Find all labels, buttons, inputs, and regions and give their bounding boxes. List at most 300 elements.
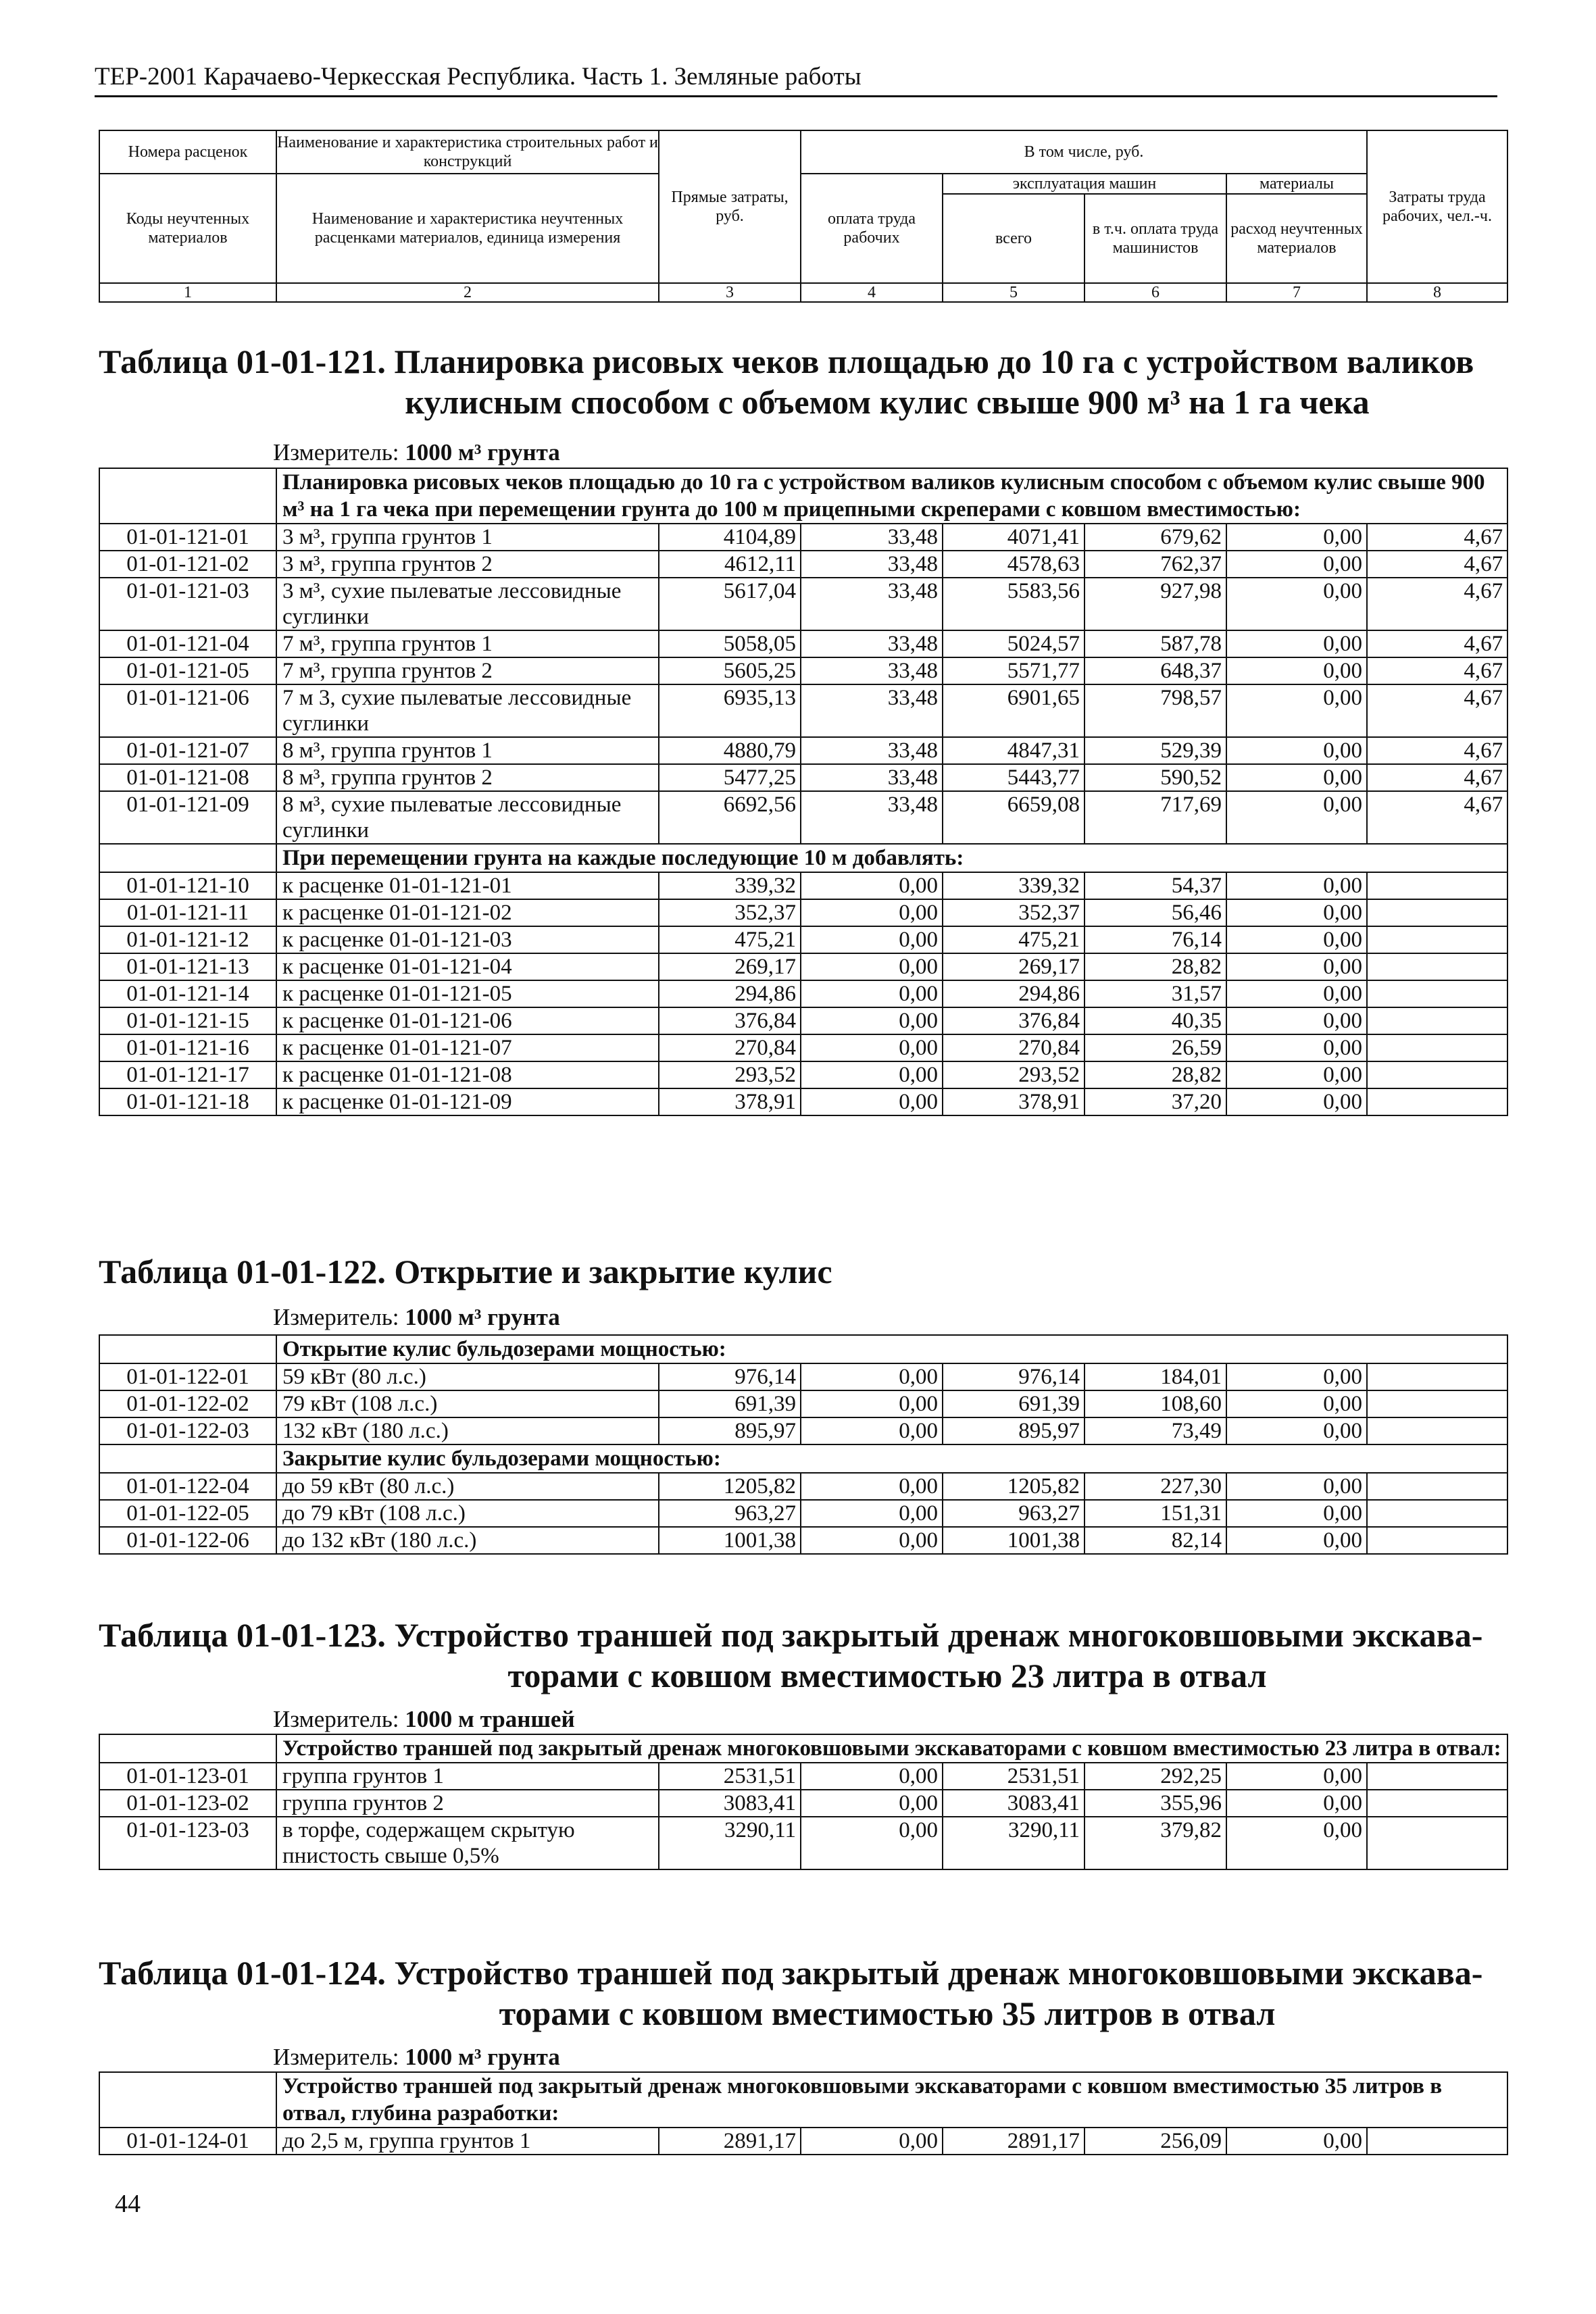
section-heading: Устройство траншей под закрытый дренаж многоковшовыми экскаваторами с ковшом вместимостью 23 литра в отвал: xyxy=(276,1734,1507,1763)
rate-code: 01-01-121-06 xyxy=(99,684,276,737)
col-number: 4 xyxy=(801,283,943,302)
rate-code: 01-01-121-16 xyxy=(99,1034,276,1061)
work-name: к расценке 01-01-121-07 xyxy=(276,1034,659,1061)
machines-pay: 529,39 xyxy=(1084,737,1226,764)
materials-cost: 0,00 xyxy=(1226,657,1367,684)
rate-code: 01-01-121-07 xyxy=(99,737,276,764)
labor-hours xyxy=(1367,1363,1507,1390)
work-name: до 79 кВт (108 л.с.) xyxy=(276,1500,659,1527)
rate-code: 01-01-123-02 xyxy=(99,1790,276,1817)
unit-value: 1000 м³ грунта xyxy=(405,1304,560,1330)
machines-pay: 355,96 xyxy=(1084,1790,1226,1817)
materials-cost: 0,00 xyxy=(1226,872,1367,899)
machines-total: 5024,57 xyxy=(943,630,1084,657)
work-name: 8 м³, группа грунтов 1 xyxy=(276,737,659,764)
machines-pay: 108,60 xyxy=(1084,1390,1226,1417)
section-blank-cell xyxy=(99,2072,276,2128)
labor-hours xyxy=(1367,2128,1507,2155)
machines-pay: 40,35 xyxy=(1084,1007,1226,1034)
labor-hours: 4,67 xyxy=(1367,551,1507,578)
materials-cost: 0,00 xyxy=(1226,1088,1367,1115)
work-name: к расценке 01-01-121-06 xyxy=(276,1007,659,1034)
labor-hours xyxy=(1367,1390,1507,1417)
work-name: 79 кВт (108 л.с.) xyxy=(276,1390,659,1417)
work-name: к расценке 01-01-121-04 xyxy=(276,953,659,980)
table-row xyxy=(99,1763,1507,1790)
table-row xyxy=(99,578,1507,630)
section-heading: Планировка рисовых чеков площадью до 10 га с устройством валиков кулисным способом с объемом кулис свыше 900 м³ на 1 га чека при перемещении грунта до 100 м прицепными скреперами с ковшом вместимостью: xyxy=(276,468,1507,524)
work-name: к расценке 01-01-121-05 xyxy=(276,980,659,1007)
labor-hours: 4,67 xyxy=(1367,764,1507,791)
col-materials-sub: расход неучтенных материалов xyxy=(1226,194,1367,283)
labor-pay: 0,00 xyxy=(801,1527,943,1554)
labor-hours xyxy=(1367,1417,1507,1444)
section-heading-row xyxy=(99,468,1507,524)
machines-pay: 26,59 xyxy=(1084,1034,1226,1061)
direct-cost: 4612,11 xyxy=(659,551,801,578)
labor-hours xyxy=(1367,1061,1507,1088)
table-row xyxy=(99,630,1507,657)
work-name: к расценке 01-01-121-02 xyxy=(276,899,659,926)
rate-code: 01-01-121-10 xyxy=(99,872,276,899)
table-title xyxy=(99,341,1507,422)
materials-cost: 0,00 xyxy=(1226,980,1367,1007)
work-name: к расценке 01-01-121-09 xyxy=(276,1088,659,1115)
materials-cost: 0,00 xyxy=(1226,1390,1367,1417)
machines-pay: 28,82 xyxy=(1084,1061,1226,1088)
direct-cost: 5058,05 xyxy=(659,630,801,657)
table-row xyxy=(99,737,1507,764)
labor-hours xyxy=(1367,953,1507,980)
table-title-line2: торами с ковшом вместимостью 35 литров в отвал xyxy=(499,1994,1276,2032)
col-number: 5 xyxy=(943,283,1084,302)
machines-total: 376,84 xyxy=(943,1007,1084,1034)
direct-cost: 963,27 xyxy=(659,1500,801,1527)
direct-cost: 976,14 xyxy=(659,1363,801,1390)
direct-cost: 1205,82 xyxy=(659,1473,801,1500)
materials-cost: 0,00 xyxy=(1226,926,1367,953)
machines-pay: 28,82 xyxy=(1084,953,1226,980)
machines-total: 4578,63 xyxy=(943,551,1084,578)
labor-hours xyxy=(1367,1034,1507,1061)
table-title-line1: Таблица 01-01-122. Открытие и закрытие кулис xyxy=(99,1253,832,1290)
machines-pay: 648,37 xyxy=(1084,657,1226,684)
labor-pay: 33,48 xyxy=(801,578,943,630)
direct-cost: 293,52 xyxy=(659,1061,801,1088)
machines-pay: 798,57 xyxy=(1084,684,1226,737)
rate-code: 01-01-121-17 xyxy=(99,1061,276,1088)
direct-cost: 4104,89 xyxy=(659,524,801,551)
machines-pay: 379,82 xyxy=(1084,1817,1226,1869)
machines-pay: 73,49 xyxy=(1084,1417,1226,1444)
unit-value: 1000 м траншей xyxy=(405,1706,575,1732)
table-row xyxy=(99,2128,1507,2155)
direct-cost: 270,84 xyxy=(659,1034,801,1061)
materials-cost: 0,00 xyxy=(1226,1363,1367,1390)
labor-hours xyxy=(1367,1817,1507,1869)
materials-cost: 0,00 xyxy=(1226,1473,1367,1500)
rate-code: 01-01-121-09 xyxy=(99,791,276,844)
machines-pay: 76,14 xyxy=(1084,926,1226,953)
materials-cost: 0,00 xyxy=(1226,551,1367,578)
machines-pay: 256,09 xyxy=(1084,2128,1226,2155)
materials-cost: 0,00 xyxy=(1226,1061,1367,1088)
work-name: 59 кВт (80 л.с.) xyxy=(276,1363,659,1390)
table-title xyxy=(99,1953,1507,2034)
machines-total: 5583,56 xyxy=(943,578,1084,630)
machines-total: 963,27 xyxy=(943,1500,1084,1527)
materials-cost: 0,00 xyxy=(1226,737,1367,764)
machines-total: 352,37 xyxy=(943,899,1084,926)
table-row xyxy=(99,953,1507,980)
rate-code: 01-01-122-03 xyxy=(99,1417,276,1444)
work-name: 7 м³, группа грунтов 1 xyxy=(276,630,659,657)
col-number: 8 xyxy=(1367,283,1507,302)
labor-hours xyxy=(1367,1790,1507,1817)
machines-pay: 587,78 xyxy=(1084,630,1226,657)
machines-pay: 37,20 xyxy=(1084,1088,1226,1115)
materials-cost: 0,00 xyxy=(1226,953,1367,980)
machines-total: 3083,41 xyxy=(943,1790,1084,1817)
col-machines-pay: в т.ч. оплата труда машинистов xyxy=(1084,194,1226,283)
work-name: 3 м³, сухие пылеватые лессовидные суглинки xyxy=(276,578,659,630)
direct-cost: 895,97 xyxy=(659,1417,801,1444)
direct-cost: 6692,56 xyxy=(659,791,801,844)
labor-hours xyxy=(1367,1088,1507,1115)
rates-table xyxy=(99,468,1508,1116)
work-name: 7 м 3, сухие пылеватые лессовидные суглинки xyxy=(276,684,659,737)
machines-total: 475,21 xyxy=(943,926,1084,953)
work-name: 132 кВт (180 л.с.) xyxy=(276,1417,659,1444)
table-row xyxy=(99,1390,1507,1417)
table-row xyxy=(99,1500,1507,1527)
page-number: 44 xyxy=(115,2190,141,2218)
machines-pay: 927,98 xyxy=(1084,578,1226,630)
rate-code: 01-01-122-01 xyxy=(99,1363,276,1390)
direct-cost: 4880,79 xyxy=(659,737,801,764)
direct-cost: 378,91 xyxy=(659,1088,801,1115)
section-heading-row xyxy=(99,1444,1507,1473)
labor-pay: 33,48 xyxy=(801,551,943,578)
direct-cost: 6935,13 xyxy=(659,684,801,737)
rate-code: 01-01-124-01 xyxy=(99,2128,276,2155)
machines-total: 2891,17 xyxy=(943,2128,1084,2155)
machines-total: 269,17 xyxy=(943,953,1084,980)
machines-total: 1205,82 xyxy=(943,1473,1084,1500)
rate-code: 01-01-122-06 xyxy=(99,1527,276,1554)
col-machines: эксплуатация машин xyxy=(943,174,1226,194)
rate-code: 01-01-121-14 xyxy=(99,980,276,1007)
col-number: 7 xyxy=(1226,283,1367,302)
section-blank-cell xyxy=(99,844,276,872)
direct-cost: 339,32 xyxy=(659,872,801,899)
section-heading: Устройство траншей под закрытый дренаж многоковшовыми экскаваторами с ковшом вместимостью 35 литров в отвал, глубина разработки: xyxy=(276,2072,1507,2128)
table-row xyxy=(99,684,1507,737)
section-blank-cell xyxy=(99,1444,276,1473)
col-materials: материалы xyxy=(1226,174,1367,194)
col-number: 3 xyxy=(659,283,801,302)
unit-value: 1000 м³ грунта xyxy=(405,439,560,466)
machines-total: 378,91 xyxy=(943,1088,1084,1115)
table-row xyxy=(99,764,1507,791)
direct-cost: 352,37 xyxy=(659,899,801,926)
labor-hours xyxy=(1367,1473,1507,1500)
labor-pay: 0,00 xyxy=(801,1088,943,1115)
machines-total: 294,86 xyxy=(943,980,1084,1007)
labor-pay: 0,00 xyxy=(801,1417,943,1444)
rate-code: 01-01-121-18 xyxy=(99,1088,276,1115)
direct-cost: 3083,41 xyxy=(659,1790,801,1817)
machines-total: 6659,08 xyxy=(943,791,1084,844)
materials-cost: 0,00 xyxy=(1226,1790,1367,1817)
rate-code: 01-01-122-02 xyxy=(99,1390,276,1417)
direct-cost: 5477,25 xyxy=(659,764,801,791)
materials-cost: 0,00 xyxy=(1226,899,1367,926)
machines-total: 691,39 xyxy=(943,1390,1084,1417)
labor-hours xyxy=(1367,872,1507,899)
labor-pay: 33,48 xyxy=(801,630,943,657)
machines-pay: 54,37 xyxy=(1084,872,1226,899)
direct-cost: 5617,04 xyxy=(659,578,801,630)
direct-cost: 3290,11 xyxy=(659,1817,801,1869)
table-title-line1: Таблица 01-01-123. Устройство траншей под закрытый дренаж многоковшовыми экскава- xyxy=(99,1616,1483,1654)
rate-code: 01-01-121-11 xyxy=(99,899,276,926)
machines-total: 976,14 xyxy=(943,1363,1084,1390)
table-row xyxy=(99,926,1507,953)
machines-total: 2531,51 xyxy=(943,1763,1084,1790)
table-title-line1: Таблица 01-01-121. Планировка рисовых чеков площадью до 10 га с устройством валиков xyxy=(99,343,1474,380)
col-number: 2 xyxy=(276,283,659,302)
col-code-top: Номера расценок xyxy=(99,130,276,174)
machines-total: 6901,65 xyxy=(943,684,1084,737)
section-blank-cell xyxy=(99,468,276,524)
unit-line: Измеритель: 1000 м³ грунта xyxy=(273,2044,560,2070)
materials-cost: 0,00 xyxy=(1226,684,1367,737)
materials-cost: 0,00 xyxy=(1226,1763,1367,1790)
col-machines-total: всего xyxy=(943,194,1084,283)
direct-cost: 2891,17 xyxy=(659,2128,801,2155)
section-heading: Открытие кулис бульдозерами мощностью: xyxy=(276,1335,1507,1363)
labor-pay: 0,00 xyxy=(801,1034,943,1061)
machines-pay: 292,25 xyxy=(1084,1763,1226,1790)
work-name: 8 м³, сухие пылеватые лессовидные суглинки xyxy=(276,791,659,844)
labor-pay: 0,00 xyxy=(801,872,943,899)
section-heading-row xyxy=(99,1734,1507,1763)
labor-hours: 4,67 xyxy=(1367,578,1507,630)
machines-pay: 151,31 xyxy=(1084,1500,1226,1527)
direct-cost: 1001,38 xyxy=(659,1527,801,1554)
rate-code: 01-01-121-08 xyxy=(99,764,276,791)
labor-hours xyxy=(1367,1500,1507,1527)
materials-cost: 0,00 xyxy=(1226,2128,1367,2155)
work-name: к расценке 01-01-121-08 xyxy=(276,1061,659,1088)
table-row xyxy=(99,1061,1507,1088)
materials-cost: 0,00 xyxy=(1226,1527,1367,1554)
labor-pay: 33,48 xyxy=(801,791,943,844)
col-name-bottom: Наименование и характеристика неучтенных расценками материалов, единица измерения xyxy=(276,174,659,283)
materials-cost: 0,00 xyxy=(1226,1034,1367,1061)
table-row xyxy=(99,657,1507,684)
direct-cost: 376,84 xyxy=(659,1007,801,1034)
section-heading-row xyxy=(99,1335,1507,1363)
materials-cost: 0,00 xyxy=(1226,1817,1367,1869)
rate-code: 01-01-123-03 xyxy=(99,1817,276,1869)
machines-pay: 717,69 xyxy=(1084,791,1226,844)
rates-table xyxy=(99,2071,1508,2155)
machines-pay: 762,37 xyxy=(1084,551,1226,578)
work-name: группа грунтов 1 xyxy=(276,1763,659,1790)
labor-hours: 4,67 xyxy=(1367,524,1507,551)
materials-cost: 0,00 xyxy=(1226,791,1367,844)
table-row xyxy=(99,1363,1507,1390)
rate-code: 01-01-123-01 xyxy=(99,1763,276,1790)
rates-table xyxy=(99,1334,1508,1555)
table-title-line1: Таблица 01-01-124. Устройство траншей под закрытый дренаж многоковшовыми экскава- xyxy=(99,1954,1483,1992)
labor-pay: 0,00 xyxy=(801,926,943,953)
direct-cost: 269,17 xyxy=(659,953,801,980)
machines-pay: 679,62 xyxy=(1084,524,1226,551)
col-name-top: Наименование и характеристика строительных работ и конструкций xyxy=(276,130,659,174)
labor-pay: 0,00 xyxy=(801,1790,943,1817)
col-incl: В том числе, руб. xyxy=(801,130,1367,174)
labor-pay: 0,00 xyxy=(801,1817,943,1869)
materials-cost: 0,00 xyxy=(1226,630,1367,657)
unit-line: Измеритель: 1000 м³ грунта xyxy=(273,439,560,466)
machines-total: 4847,31 xyxy=(943,737,1084,764)
direct-cost: 691,39 xyxy=(659,1390,801,1417)
work-name: в торфе, содержащем скрытую пнистость свыше 0,5% xyxy=(276,1817,659,1869)
rate-code: 01-01-122-05 xyxy=(99,1500,276,1527)
table-title-line2: кулисным способом с объемом кулис свыше 900 м³ на 1 га чека xyxy=(405,383,1370,421)
work-name: к расценке 01-01-121-01 xyxy=(276,872,659,899)
labor-pay: 0,00 xyxy=(801,2128,943,2155)
table-row xyxy=(99,524,1507,551)
section-heading-row xyxy=(99,844,1507,872)
machines-pay: 184,01 xyxy=(1084,1363,1226,1390)
work-name: 7 м³, группа грунтов 2 xyxy=(276,657,659,684)
table-row xyxy=(99,1088,1507,1115)
machines-pay: 590,52 xyxy=(1084,764,1226,791)
rate-code: 01-01-121-01 xyxy=(99,524,276,551)
rate-code: 01-01-121-15 xyxy=(99,1007,276,1034)
labor-pay: 0,00 xyxy=(801,1500,943,1527)
labor-pay: 33,48 xyxy=(801,684,943,737)
labor-hours: 4,67 xyxy=(1367,737,1507,764)
table-row xyxy=(99,1817,1507,1869)
table-row xyxy=(99,1034,1507,1061)
table-title-line2: торами с ковшом вместимостью 23 литра в отвал xyxy=(507,1657,1267,1694)
rate-code: 01-01-121-04 xyxy=(99,630,276,657)
work-name: к расценке 01-01-121-03 xyxy=(276,926,659,953)
labor-pay: 0,00 xyxy=(801,1473,943,1500)
machines-pay: 56,46 xyxy=(1084,899,1226,926)
column-header-table xyxy=(99,130,1508,303)
rate-code: 01-01-122-04 xyxy=(99,1473,276,1500)
labor-hours xyxy=(1367,1763,1507,1790)
work-name: группа грунтов 2 xyxy=(276,1790,659,1817)
rate-code: 01-01-121-03 xyxy=(99,578,276,630)
direct-cost: 2531,51 xyxy=(659,1763,801,1790)
rate-code: 01-01-121-13 xyxy=(99,953,276,980)
unit-line: Измеритель: 1000 м³ грунта xyxy=(273,1304,560,1330)
labor-pay: 0,00 xyxy=(801,1007,943,1034)
rate-code: 01-01-121-02 xyxy=(99,551,276,578)
col-labor-cost: Затраты труда рабочих, чел.-ч. xyxy=(1367,130,1507,283)
labor-pay: 33,48 xyxy=(801,737,943,764)
work-name: 8 м³, группа грунтов 2 xyxy=(276,764,659,791)
labor-hours: 4,67 xyxy=(1367,657,1507,684)
section-heading: Закрытие кулис бульдозерами мощностью: xyxy=(276,1444,1507,1473)
work-name: до 2,5 м, группа грунтов 1 xyxy=(276,2128,659,2155)
labor-pay: 0,00 xyxy=(801,1763,943,1790)
col-direct: Прямые затраты, руб. xyxy=(659,130,801,283)
machines-total: 3290,11 xyxy=(943,1817,1084,1869)
col-code-bottom: Коды неучтенных материалов xyxy=(99,174,276,283)
materials-cost: 0,00 xyxy=(1226,524,1367,551)
labor-hours xyxy=(1367,926,1507,953)
section-blank-cell xyxy=(99,1335,276,1363)
section-heading: При перемещении грунта на каждые последующие 10 м добавлять: xyxy=(276,844,1507,872)
col-number: 1 xyxy=(99,283,276,302)
unit-line: Измеритель: 1000 м траншей xyxy=(273,1706,575,1732)
table-row xyxy=(99,1417,1507,1444)
labor-pay: 33,48 xyxy=(801,657,943,684)
materials-cost: 0,00 xyxy=(1226,1007,1367,1034)
machines-total: 4071,41 xyxy=(943,524,1084,551)
labor-pay: 33,48 xyxy=(801,764,943,791)
section-blank-cell xyxy=(99,1734,276,1763)
machines-total: 293,52 xyxy=(943,1061,1084,1088)
labor-pay: 0,00 xyxy=(801,1363,943,1390)
materials-cost: 0,00 xyxy=(1226,578,1367,630)
direct-cost: 294,86 xyxy=(659,980,801,1007)
machines-pay: 31,57 xyxy=(1084,980,1226,1007)
labor-hours xyxy=(1367,1007,1507,1034)
table-row xyxy=(99,1790,1507,1817)
section-heading-row xyxy=(99,2072,1507,2128)
direct-cost: 5605,25 xyxy=(659,657,801,684)
work-name: 3 м³, группа грунтов 2 xyxy=(276,551,659,578)
machines-total: 1001,38 xyxy=(943,1527,1084,1554)
labor-pay: 0,00 xyxy=(801,1061,943,1088)
col-labor-pay: оплата труда рабочих xyxy=(801,174,943,283)
machines-pay: 82,14 xyxy=(1084,1527,1226,1554)
work-name: до 132 кВт (180 л.с.) xyxy=(276,1527,659,1554)
labor-hours xyxy=(1367,899,1507,926)
machines-total: 270,84 xyxy=(943,1034,1084,1061)
machines-total: 339,32 xyxy=(943,872,1084,899)
labor-pay: 0,00 xyxy=(801,953,943,980)
labor-pay: 0,00 xyxy=(801,899,943,926)
unit-value: 1000 м³ грунта xyxy=(405,2044,560,2070)
table-row xyxy=(99,791,1507,844)
rate-code: 01-01-121-12 xyxy=(99,926,276,953)
labor-hours xyxy=(1367,980,1507,1007)
table-row xyxy=(99,980,1507,1007)
table-row xyxy=(99,899,1507,926)
rates-table xyxy=(99,1734,1508,1870)
table-row xyxy=(99,1473,1507,1500)
materials-cost: 0,00 xyxy=(1226,764,1367,791)
col-number: 6 xyxy=(1084,283,1226,302)
rate-code: 01-01-121-05 xyxy=(99,657,276,684)
work-name: до 59 кВт (80 л.с.) xyxy=(276,1473,659,1500)
table-title xyxy=(99,1251,1507,1292)
materials-cost: 0,00 xyxy=(1226,1500,1367,1527)
table-row xyxy=(99,1007,1507,1034)
page-header: ТЕР-2001 Карачаево-Черкесская Республика. Часть 1. Земляные работы xyxy=(95,62,1497,97)
labor-hours: 4,67 xyxy=(1367,630,1507,657)
